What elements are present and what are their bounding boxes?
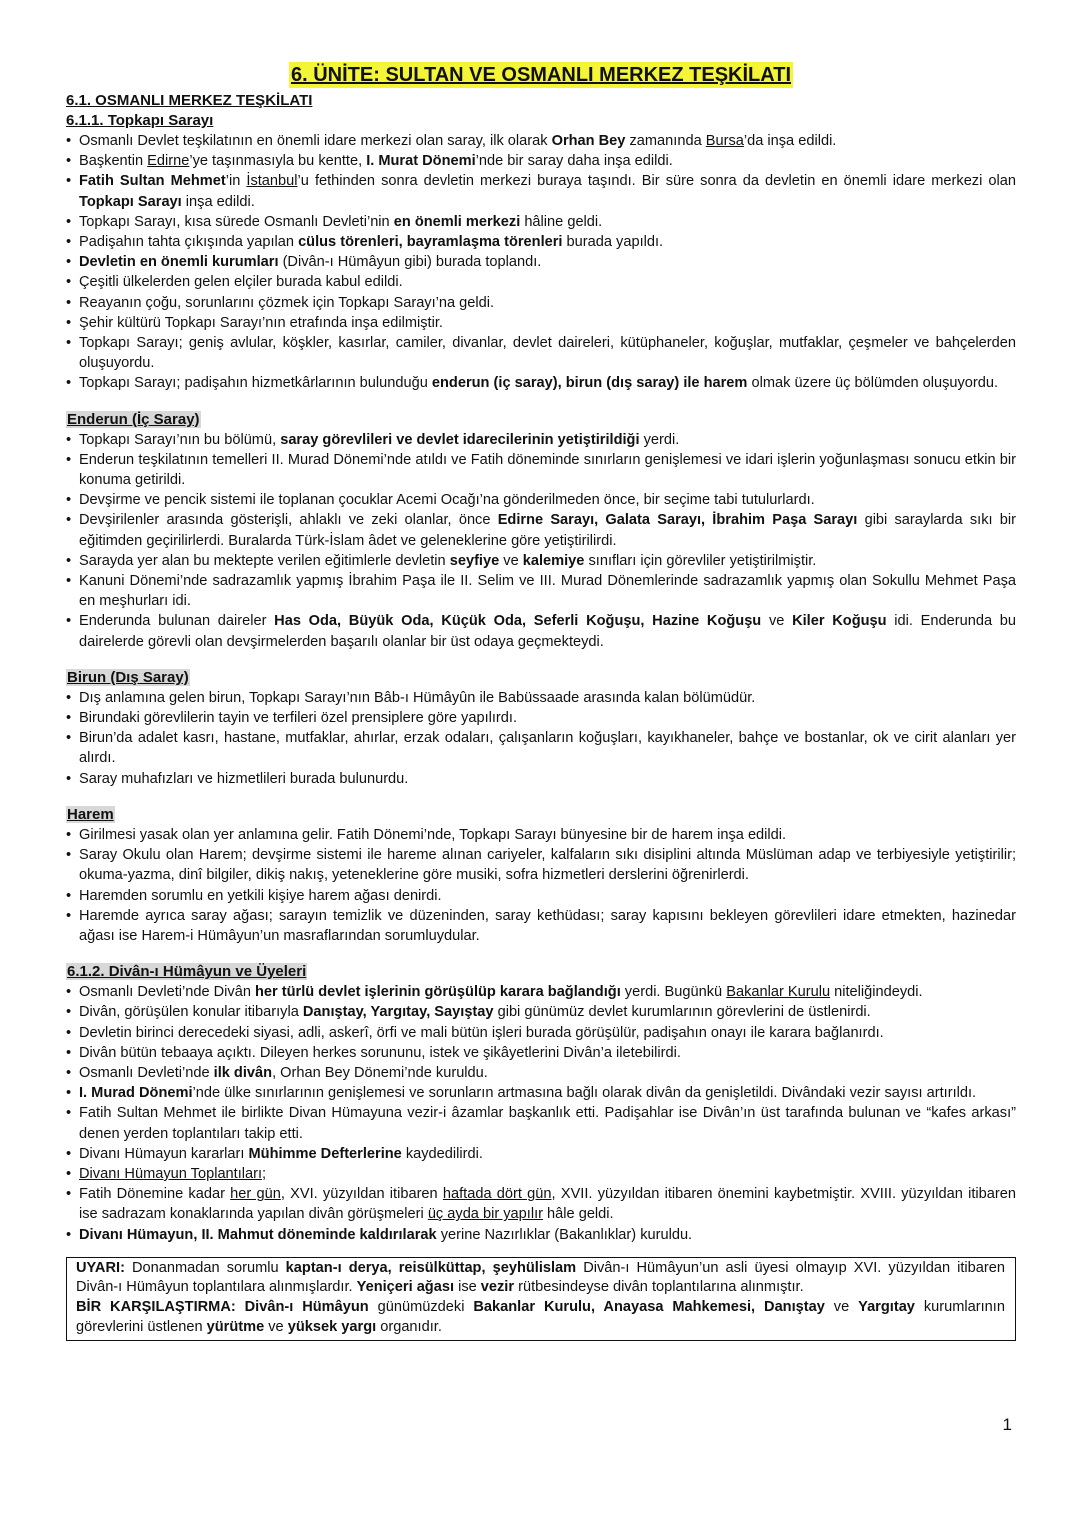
section-heading-harem: Harem <box>67 805 114 823</box>
list-item: • Enderun teşkilatının temelleri II. Murad Dönemi’nde atıldı ve Fatih döneminde sınırların genişlemesi ve idari işlerin yoğunlaşması sonucu etkin bir konuma getirildi. <box>66 450 1016 490</box>
harem-section <box>66 805 1016 946</box>
list-item: • Topkapı Sarayı; geniş avlular, köşkler, kasırlar, camiler, divanlar, devlet daireleri, kütüphaneler, koğuşlar, mutfaklar, çeşmeler ve bahçelerden oluşuyordu. <box>66 333 1016 373</box>
section-heading-topkapi: 6.1.1. Topkapı Sarayı <box>66 112 214 129</box>
divan-section <box>66 962 1016 1245</box>
list-item: • Başkentin Edirne’ye taşınmasıyla bu kentte, I. Murat Dönemi’nde bir saray daha inşa edildi. <box>66 151 1016 171</box>
list-item: • Girilmesi yasak olan yer anlamına gelir. Fatih Dönemi’nde, Topkapı Sarayı bünyesine bir de harem inşa edildi. <box>66 825 1016 845</box>
list-item: • Topkapı Sarayı; padişahın hizmetkârlarının bulunduğu enderun (iç saray), birun (dış saray) ile harem olmak üzere üç bölümden oluşuyordu. <box>66 373 1016 393</box>
list-item: • Divanı Hümayun, II. Mahmut döneminde kaldırılarak yerine Nazırlıklar (Bakanlıklar) kuruldu. <box>66 1225 1016 1245</box>
enderun-list <box>66 430 1016 652</box>
list-item: • Sarayda yer alan bu mektepte verilen eğitimlerle devletin seyfiye ve kalemiye sınıfları için görevliler yetiştirilmiştir. <box>66 551 1016 571</box>
list-item: • Fatih Sultan Mehmet’in İstanbul’u fethinden sonra devletin merkezi buraya taşındı. Bir süre sonra da devletin en önemli idare merkezi olan Topkapı Sarayı inşa edildi. <box>66 171 1016 211</box>
list-item: • Saray muhafızları ve hizmetlileri burada bulunurdu. <box>66 769 1016 789</box>
section-heading-divan: 6.1.2. Divân-ı Hümâyun ve Üyeleri <box>67 963 307 981</box>
list-item: • Padişahın tahta çıkışında yapılan cülus törenleri, bayramlaşma törenleri burada yapıldı. <box>66 232 1016 252</box>
list-item: • Çeşitli ülkelerden gelen elçiler burada kabul edildi. <box>66 272 1016 292</box>
comparison-text: BİR KARŞILAŞTIRMA: Divân-ı Hümâyun günümüzdeki Bakanlar Kurulu, Anayasa Mahkemesi, Danıştay ve Yargıtay kurumlarının görevlerini üstlenen yürütme ve yüksek yargı organıdır. <box>76 1298 1005 1335</box>
list-item: • Fatih Dönemine kadar her gün, XVI. yüzyıldan itibaren haftada dört gün, XVII. yüzyıldan itibaren önemini kaybetmiştir. XVIII. yüzyıldan itibaren ise sadrazam konaklarında yapılan divân görüşmeleri üç ayda bir yapılır hâle geldi. <box>66 1184 1016 1224</box>
birun-section <box>66 668 1016 789</box>
list-item: • Topkapı Sarayı, kısa sürede Osmanlı Devleti’nin en önemli merkezi hâline geldi. <box>66 212 1016 232</box>
list-item: • Haremden sorumlu en yetkili kişiye harem ağası denirdi. <box>66 886 1016 906</box>
list-item: • Devletin birinci derecedeki siyasi, adli, askerî, örfi ve mali bütün işleri burada görüşülür, padişahın onayı ile karara bağlanırdı. <box>66 1023 1016 1043</box>
section-heading-enderun: Enderun (İç Saray) <box>67 410 200 428</box>
list-item: • Osmanlı Devleti’nde Divân her türlü devlet işlerinin görüşülüp karara bağlandığı yerdi. Bugünkü Bakanlar Kurulu niteliğindeydi. <box>66 982 1016 1002</box>
divan-list <box>66 982 1016 1245</box>
list-item: • Haremde ayrıca saray ağası; sarayın temizlik ve düzeninden, saray kethüdası; saray kapısını bekleyen görevlileri idare etmekten, hazinedar ağası ise Harem-i Hümâyun’un masraflarından sorumluydular. <box>66 906 1016 946</box>
birun-list <box>66 688 1016 789</box>
list-item: • Osmanlı Devlet teşkilatının en önemli idare merkezi olan saray, ilk olarak Orhan Bey zamanında Bursa’da inşa edildi. <box>66 131 1016 151</box>
list-item: • Osmanlı Devleti’nde ilk divân, Orhan Bey Dönemi’nde kuruldu. <box>66 1063 1016 1083</box>
list-item: • I. Murad Dönemi’nde ülke sınırlarının genişlemesi ve sorunların artmasına bağlı olarak divân da genişletildi. Divândaki vezir sayısı artırıldı. <box>66 1083 1016 1103</box>
list-item: • Reayanın çoğu, sorunlarını çözmek için Topkapı Sarayı’na geldi. <box>66 293 1016 313</box>
list-item: • Dış anlamına gelen birun, Topkapı Sarayı’nın Bâb-ı Hümâyûn ile Babüssaade arasında kalan bölümüdür. <box>66 688 1016 708</box>
list-item: • Devşirilenler arasında gösterişli, ahlaklı ve zeki olanlar, önce Edirne Sarayı, Galata Sarayı, İbrahim Paşa Sarayı gibi saraylarda sıkı bir eğitimden geçirilirlerdi. Buralarda Türk-İslam âdet ve geleneklerine göre yetiştirilirdi. <box>66 510 1016 550</box>
list-item: • Saray Okulu olan Harem; devşirme sistemi ile hareme alınan cariyeler, kalfaların sıkı disiplini altında Müslüman adap ve terbiyesiyle yetiştirilir; okuma-yazma, dinî bilgiler, dikiş nakış, yeteneklerine göre musiki, sofra hizmetleri derslerini öğrenirlerdi. <box>66 845 1016 885</box>
list-item: • Enderunda bulunan daireler Has Oda, Büyük Oda, Küçük Oda, Seferli Koğuşu, Hazine Koğuşu ve Kiler Koğuşu idi. Enderunda bu dairelerde görevli olan devşirmelerden başarılı olanlar bir üst odaya geçmekteydi. <box>66 611 1016 651</box>
list-item: • Şehir kültürü Topkapı Sarayı’nın etrafında inşa edilmiştir. <box>66 313 1016 333</box>
page-number: 1 <box>1002 1415 1012 1434</box>
list-item: • Divanı Hümayun kararları Mühimme Defterlerine kaydedilirdi. <box>66 1144 1016 1164</box>
section-heading-birun: Birun (Dış Saray) <box>67 668 189 686</box>
list-item: • Birundaki görevlilerin tayin ve terfileri özel prensiplere göre yapılırdı. <box>66 708 1016 728</box>
warning-text: UYARI: Donanmadan sorumlu kaptan-ı derya, reisülküttap, şeyhülislam Divân-ı Hümâyun’un asli üyesi olmayıp XVI. yüzyıldan itibaren Divân-ı Hümâyun toplantılara alınmışlardır. Yeniçeri ağası ise vezir rütbesindeyse divân toplantılarına alınmıştır. <box>76 1259 1006 1296</box>
document-page <box>66 62 1016 1341</box>
enderun-section <box>66 410 1016 652</box>
page-title: 6. ÜNİTE: SULTAN VE OSMANLI MERKEZ TEŞKİLATI <box>291 64 791 86</box>
list-item: • Birun’da adalet kasrı, hastane, mutfaklar, ahırlar, erzak odaları, çalışanların koğuşları, kayıkhaneler, bahçe ve bostanlar, ok ve cirit alanları yer alırdı. <box>66 728 1016 768</box>
list-item: • Fatih Sultan Mehmet ile birlikte Divan Hümayuna vezir-i âzamlar başkanlık etti. Padişahlar ise Divân’ın üst tarafında bulunan ve “kafes arkası” denen yerden toplantıları takip etti. <box>66 1103 1016 1143</box>
section-heading-merkez: 6.1. OSMANLI MERKEZ TEŞKİLATI <box>66 92 313 109</box>
harem-list <box>66 825 1016 946</box>
list-item: • Topkapı Sarayı’nın bu bölümü, saray görevlileri ve devlet idarecilerinin yetiştirildiği yerdi. <box>66 430 1016 450</box>
warning-box <box>66 1257 1016 1341</box>
list-item: • Divân, görüşülen konular itibarıyla Danıştay, Yargıtay, Sayıştay gibi günümüz devlet kurumlarının görevlerini de üstlenirdi. <box>66 1002 1016 1022</box>
topkapi-list <box>66 131 1016 394</box>
list-item: • Divanı Hümayun Toplantıları; <box>66 1164 1016 1184</box>
list-item: • Kanuni Dönemi’nde sadrazamlık yapmış İbrahim Paşa ile II. Selim ve III. Murad Dönemlerinde sadrazamlık yapmış olan Sokullu Mehmet Paşa en meşhurları idi. <box>66 571 1016 611</box>
list-item: • Divân bütün tebaaya açıktı. Dileyen herkes sorununu, istek ve şikâyetlerini Divân’a iletebilirdi. <box>66 1043 1016 1063</box>
list-item: • Devletin en önemli kurumları (Divân-ı Hümâyun gibi) burada toplandı. <box>66 252 1016 272</box>
list-item: • Devşirme ve pencik sistemi ile toplanan çocuklar Acemi Ocağı’na gönderilmeden önce, bir seçime tabi tutulurlardı. <box>66 490 1016 510</box>
